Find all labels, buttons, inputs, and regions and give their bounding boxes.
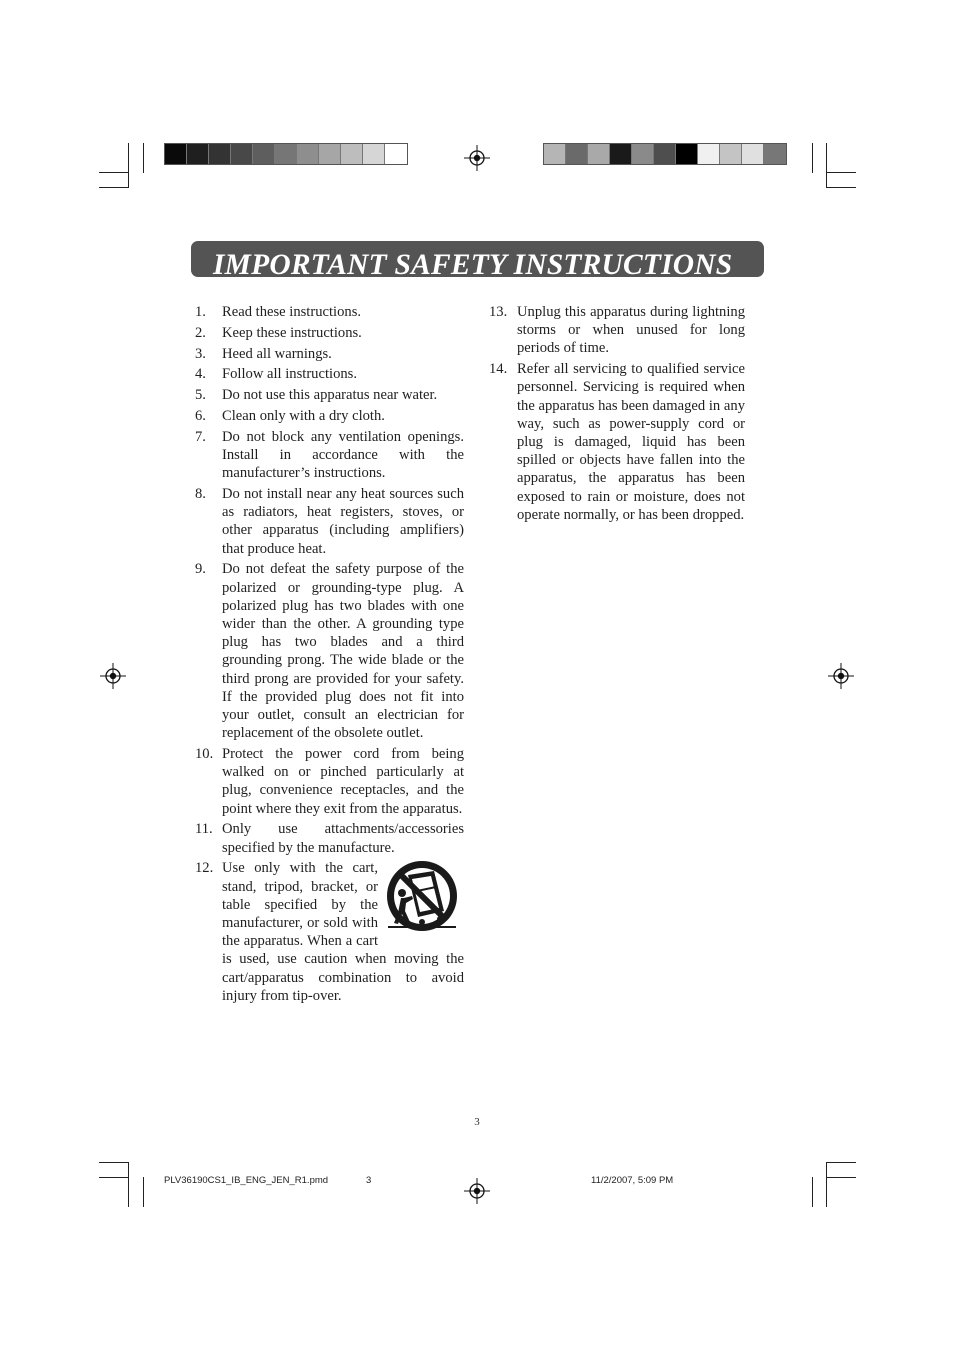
instruction-item	[195, 386, 464, 404]
item-text: Only use attachments/accessories specified by the manufacture.	[222, 821, 464, 856]
item-text: Refer all servicing to qualified service personnel. Servicing is required when the apparatus has been damaged in any way, such as power-supply cord or plug is damaged, liquid has been spilled or objects have fallen into the apparatus, the apparatus has been exposed to rain or moisture, does not operate normally, or has been dropped.	[517, 361, 745, 523]
crop-mark	[143, 143, 144, 173]
item-number: 4.	[195, 366, 206, 383]
registration-mark-icon	[464, 1178, 490, 1204]
item-text: Use only with the cart, stand, tripod, bracket, or table specified by the manufacturer, or sold with the apparatus. When a cart is used, use caution when moving the cart/apparatus combination to avoid injury from tip-over.	[222, 860, 464, 1004]
color-bar-left	[164, 143, 408, 165]
instruction-item	[489, 303, 745, 358]
instruction-item	[195, 303, 464, 321]
slug-page: 3	[366, 1175, 372, 1186]
instruction-item	[195, 428, 464, 483]
instruction-item	[195, 345, 464, 363]
crop-mark	[826, 187, 856, 188]
color-swatch	[654, 144, 676, 164]
crop-mark	[812, 1177, 813, 1207]
crop-mark	[826, 1162, 827, 1207]
crop-mark	[99, 1177, 129, 1178]
item-number: 14.	[489, 361, 508, 378]
item-number: 6.	[195, 407, 206, 424]
item-text: Heed all warnings.	[222, 345, 332, 362]
page-title: IMPORTANT SAFETY INSTRUCTIONS	[213, 249, 733, 281]
color-bar-right	[543, 143, 787, 165]
color-swatch	[385, 144, 407, 164]
item-number: 13.	[489, 304, 508, 320]
crop-mark	[99, 1162, 129, 1163]
page-number: 3	[474, 1116, 480, 1128]
instructions-right-column	[489, 303, 745, 527]
slug-datetime: 11/2/2007, 5:09 PM	[591, 1175, 674, 1186]
color-swatch	[698, 144, 720, 164]
item-text: Do not install near any heat sources such as radiators, heat registers, stoves, or other apparatus (including amplifiers) that produce heat.	[222, 485, 464, 557]
item-text: Do not block any ventilation openings. Install in accordance with the manufacturer’s instructions.	[222, 428, 464, 482]
instruction-item	[195, 365, 464, 383]
instruction-item	[195, 485, 464, 558]
instruction-item	[195, 820, 464, 856]
color-swatch	[319, 144, 341, 164]
title-bar	[191, 241, 764, 281]
item-number: 11.	[195, 821, 213, 838]
crop-mark	[128, 1162, 129, 1207]
color-swatch	[165, 144, 187, 164]
item-number: 7.	[195, 428, 206, 445]
crop-mark	[826, 143, 827, 188]
crop-mark	[99, 172, 129, 173]
crop-mark	[826, 1162, 856, 1163]
item-number: 8.	[195, 485, 206, 502]
item-text: Unplug this apparatus during lightning storms or when unused for long periods of time.	[517, 304, 745, 357]
crop-mark	[826, 172, 856, 173]
item-number: 9.	[195, 561, 206, 578]
item-text: Keep these instructions.	[222, 324, 362, 341]
crop-mark	[128, 143, 129, 188]
registration-mark-icon	[828, 663, 854, 689]
color-swatch	[341, 144, 363, 164]
color-swatch	[544, 144, 566, 164]
item-number: 5.	[195, 387, 206, 404]
registration-mark-icon	[100, 663, 126, 689]
color-swatch	[231, 144, 253, 164]
instruction-item	[195, 560, 464, 742]
color-swatch	[588, 144, 610, 164]
item-text: Read these instructions.	[222, 304, 362, 320]
item-number: 1.	[195, 304, 206, 320]
color-swatch	[187, 144, 209, 164]
instruction-item	[195, 745, 464, 818]
color-swatch	[275, 144, 297, 164]
crop-mark	[99, 187, 129, 188]
item-text: Follow all instructions.	[222, 366, 357, 383]
color-swatch	[764, 144, 786, 164]
item-text: Clean only with a dry cloth.	[222, 407, 385, 424]
color-swatch	[632, 144, 654, 164]
color-swatch	[253, 144, 275, 164]
instructions-left-column	[195, 303, 464, 1008]
item-number: 3.	[195, 345, 206, 362]
color-swatch	[297, 144, 319, 164]
instruction-item	[195, 407, 464, 425]
item-text: Do not defeat the safety purpose of the polarized or grounding-type plug. A polarized plug has two blades with one wider than the other. A grounding type plug has two blades and a third grounding prong. The wide blade or the third prong are provided for your safety. If the provided plug does not fit into your outlet, consult an electrician for replacement of the obsolete outlet.	[222, 561, 464, 742]
cart-tip-over-warning-icon	[384, 859, 464, 935]
item-text: Do not use this apparatus near water.	[222, 387, 438, 404]
item-number: 10.	[195, 746, 214, 763]
color-swatch	[720, 144, 742, 164]
color-swatch	[610, 144, 632, 164]
slug-filename: PLV36190CS1_IB_ENG_JEN_R1.pmd	[164, 1175, 329, 1186]
color-swatch	[363, 144, 385, 164]
crop-mark	[812, 143, 813, 173]
item-number: 12.	[195, 860, 214, 877]
instruction-item	[195, 859, 464, 1005]
instruction-item	[489, 360, 745, 524]
crop-mark	[143, 1177, 144, 1207]
instruction-item	[195, 324, 464, 342]
color-swatch	[676, 144, 698, 164]
item-number: 2.	[195, 324, 206, 341]
color-swatch	[742, 144, 764, 164]
color-swatch	[209, 144, 231, 164]
color-swatch	[566, 144, 588, 164]
registration-mark-icon	[464, 145, 490, 171]
crop-mark	[826, 1177, 856, 1178]
item-text: Protect the power cord from being walked on or pinched particularly at plug, convenience receptacles, and the point where they exit from the apparatus.	[222, 746, 464, 817]
